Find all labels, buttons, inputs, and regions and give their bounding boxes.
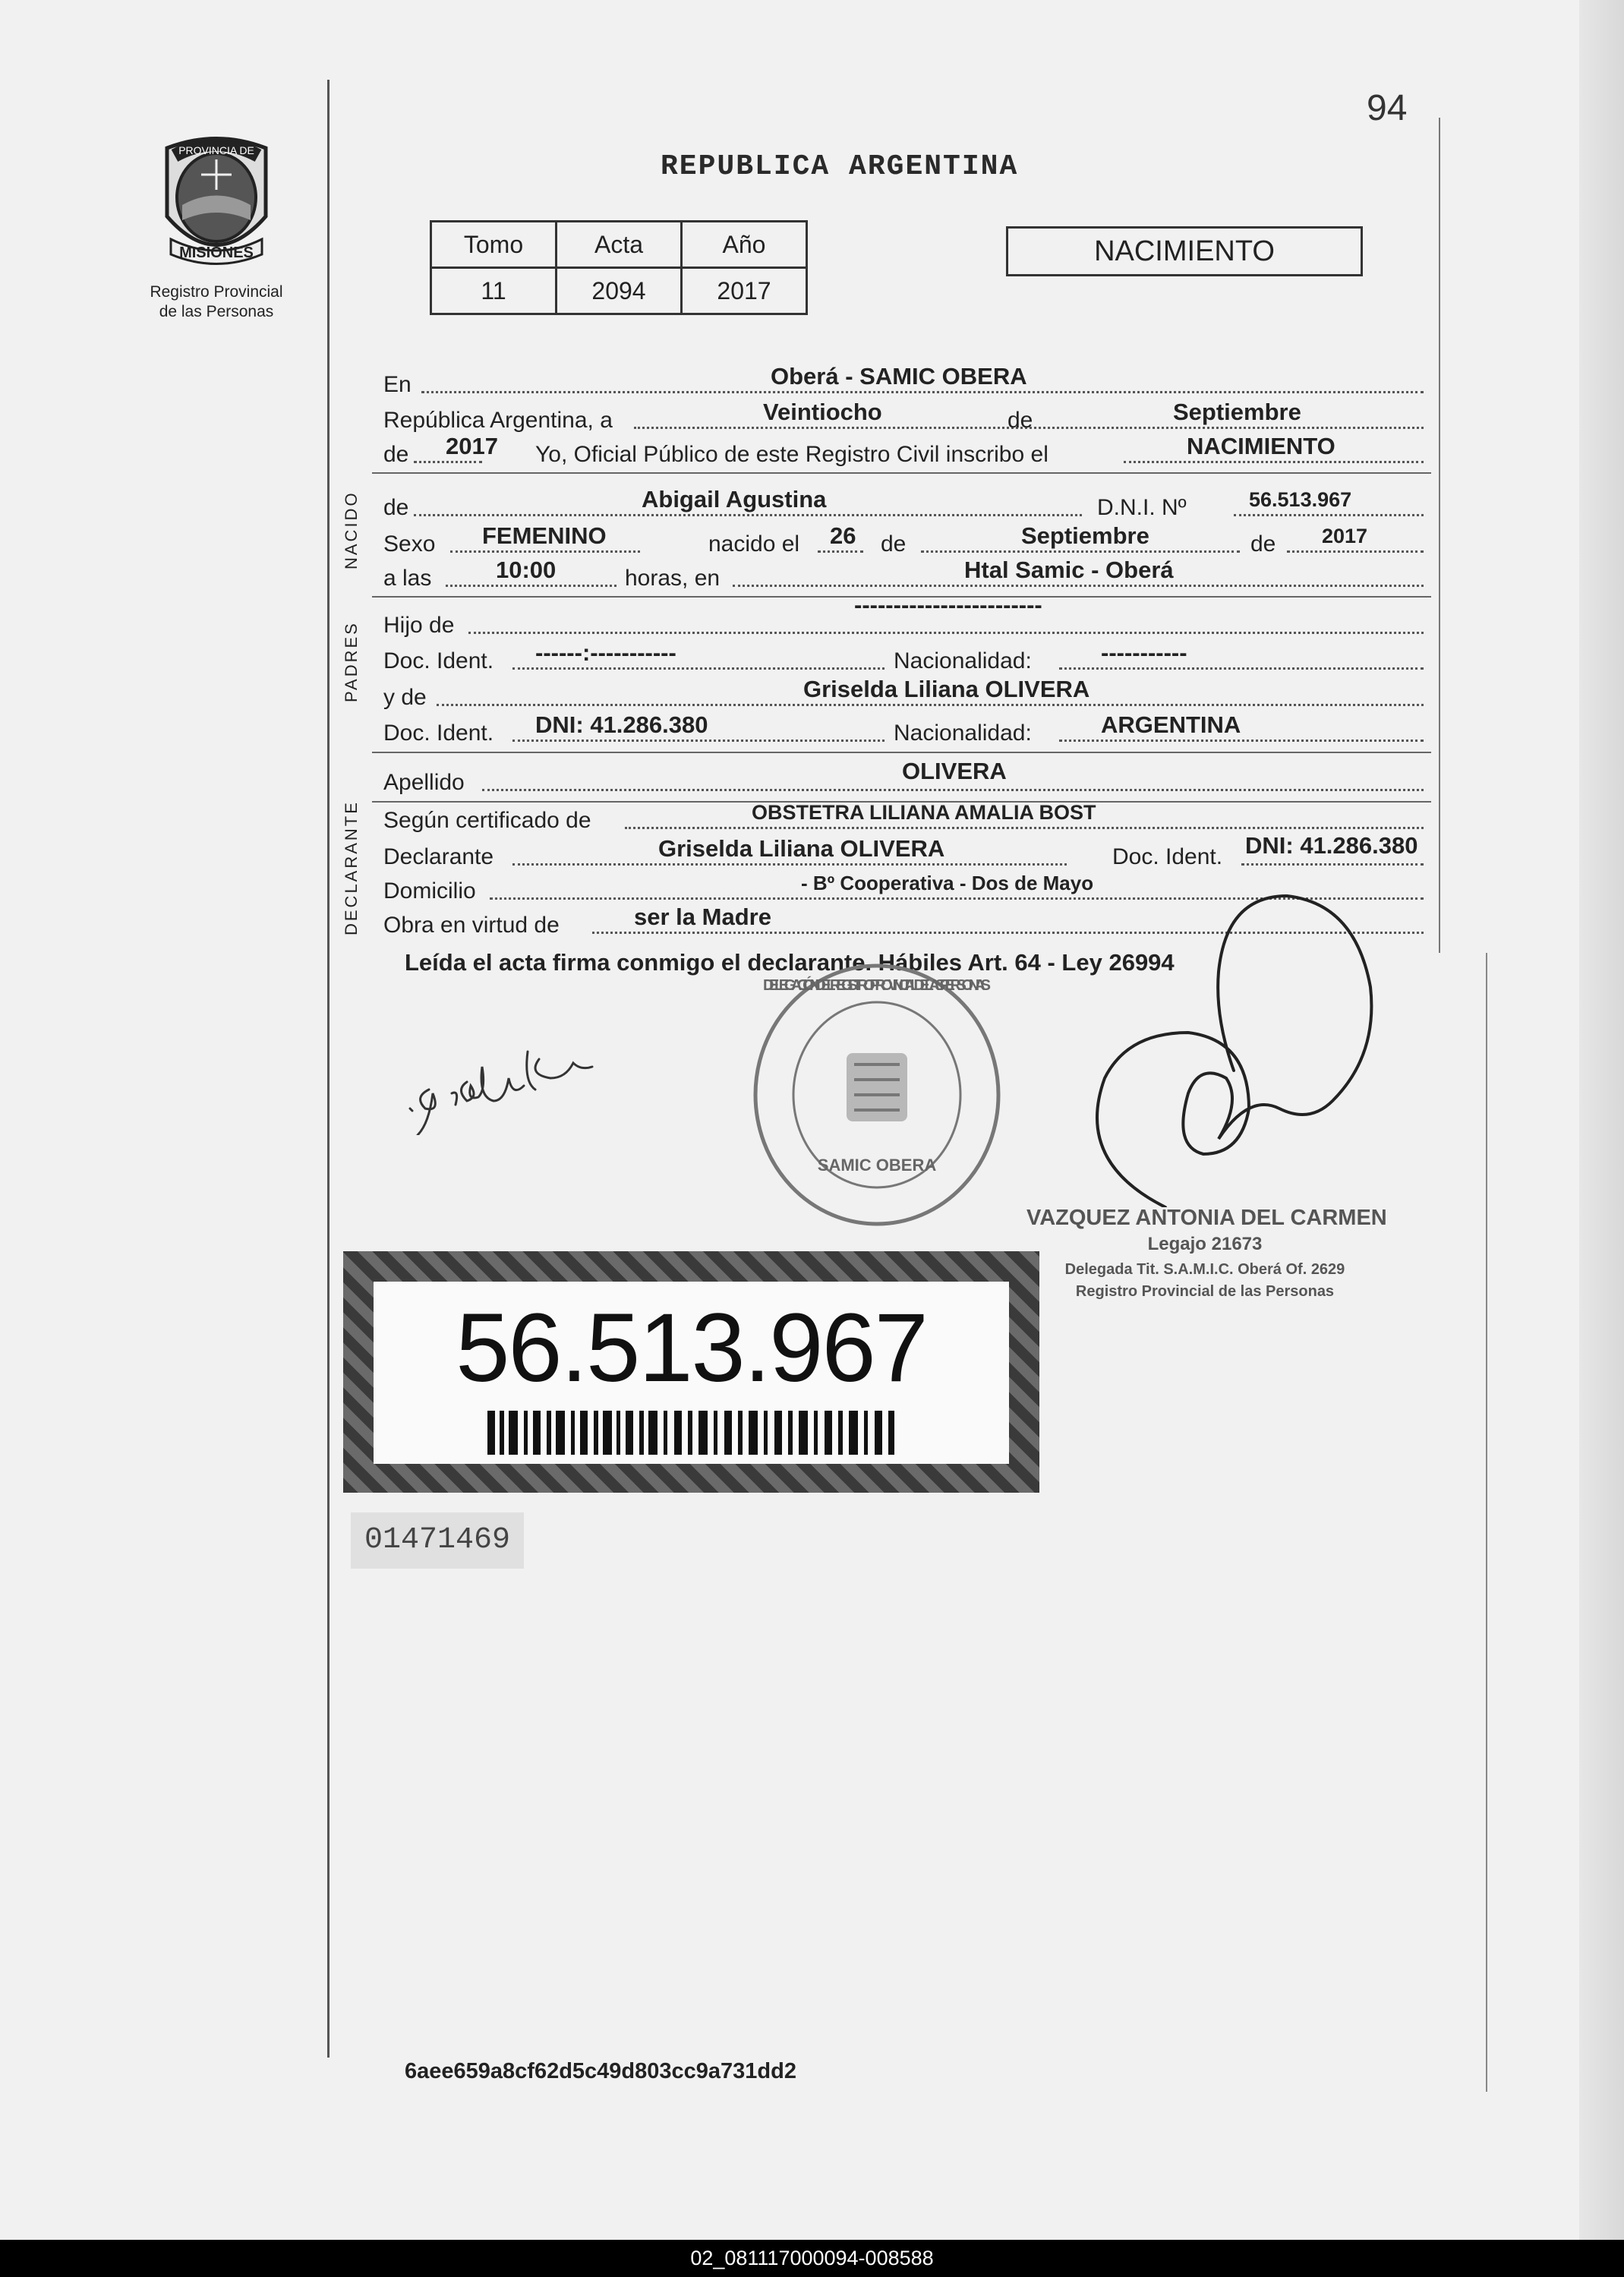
birth-place: Htal Samic - Oberá bbox=[964, 557, 1174, 583]
logo-bottom-text: MISIONES bbox=[179, 244, 254, 261]
domicilio-value: - Bº Cooperativa - Dos de Mayo bbox=[801, 872, 1094, 894]
inscribo-value: NACIMIENTO bbox=[1187, 433, 1335, 459]
mother-nationality: ARGENTINA bbox=[1101, 711, 1241, 738]
official-stamp-text bbox=[1026, 1206, 1387, 1301]
declarante-doc: DNI: 41.286.380 bbox=[1245, 832, 1418, 859]
father-value: ------------------------ bbox=[854, 591, 1042, 618]
logo-top-text: PROVINCIA DE bbox=[178, 144, 254, 156]
misiones-coat-of-arms-icon bbox=[152, 133, 281, 273]
mother-doc: DNI: 41.286.380 bbox=[535, 711, 708, 738]
inscribo-row: de 2017 Yo, Oficial Público de este Registro Civil inscribo el NACIMIENTO bbox=[383, 433, 1427, 468]
dni-barcode-sticker bbox=[343, 1251, 1039, 1493]
nacido-name-row: de Abigail Agustina D.N.I. Nº 56.513.967 bbox=[383, 486, 1427, 521]
official-registro: Registro Provincial de las Personas bbox=[1075, 1283, 1335, 1300]
barcode-label bbox=[374, 1282, 1009, 1464]
father-doc: ------:----------- bbox=[535, 639, 676, 666]
barcode-number: 56.513.967 bbox=[456, 1294, 927, 1402]
hora-row: a las 10:00 horas, en Htal Samic - Oberá bbox=[383, 557, 1427, 591]
barcode-bars-icon bbox=[487, 1411, 897, 1455]
page-edge-shadow bbox=[1579, 0, 1624, 2240]
file-id-footer: 02_081117000094-008588 bbox=[0, 2240, 1624, 2277]
serial-number: 01471469 bbox=[351, 1512, 524, 1569]
official-signature bbox=[991, 888, 1454, 1207]
birth-month: Septiembre bbox=[1021, 522, 1149, 549]
en-row: En Oberá - SAMIC OBERA bbox=[383, 363, 1427, 398]
logo-caption: Registro Provincial de las Personas bbox=[150, 283, 283, 320]
child-dni: 56.513.967 bbox=[1249, 488, 1352, 511]
apellido-value: OLIVERA bbox=[902, 758, 1007, 784]
document-title: REPUBLICA ARGENTINA bbox=[661, 150, 1019, 183]
delegation-seal-stamp bbox=[748, 958, 1006, 1232]
tomo-value: 11 bbox=[431, 268, 557, 314]
father-nationality: ----------- bbox=[1101, 639, 1187, 666]
acta-value: 2094 bbox=[557, 268, 682, 314]
sexo-value: FEMENINO bbox=[482, 522, 607, 549]
official-cargo: Delegada Tit. S.A.M.I.C. Oberá Of. 2629 bbox=[1064, 1261, 1345, 1278]
page-number: 94 bbox=[1367, 88, 1408, 128]
domicilio-row: Domicilio - Bº Cooperativa - Dos de Mayo bbox=[383, 869, 1427, 904]
declarante-row: Declarante Griselda Liliana OLIVERA Doc. Ident. DNI: 41.286.380 bbox=[383, 835, 1427, 870]
day-value: Veintiocho bbox=[763, 399, 882, 425]
anio-header: Año bbox=[682, 222, 807, 268]
doc-mother-row: Doc. Ident. DNI: 41.286.380 Nacionalidad: ARGENTINA bbox=[383, 711, 1427, 746]
official-name: VAZQUEZ ANTONIA DEL CARMEN bbox=[1026, 1206, 1387, 1230]
doc-father-row: Doc. Ident. ------:----------- Nacionalidad: ----------- bbox=[383, 639, 1427, 674]
right-margin-line bbox=[1439, 118, 1440, 953]
anio-value: 2017 bbox=[682, 268, 807, 314]
sexo-row: Sexo FEMENINO nacido el 26 de Septiembre de 2017 bbox=[383, 522, 1427, 557]
declarante-name: Griselda Liliana OLIVERA bbox=[658, 835, 945, 862]
certificado-row: Según certificado de OBSTETRA LILIANA AMALIA BOST bbox=[383, 799, 1427, 834]
obra-row: Obra en virtud de ser la Madre bbox=[383, 904, 1427, 938]
month-value: Septiembre bbox=[1173, 399, 1301, 425]
document-hash: 6aee659a8cf62d5c49d803cc9a731dd2 bbox=[405, 2059, 796, 2083]
hijo-row: Hijo de ------------------------ bbox=[383, 604, 1427, 639]
left-margin-line bbox=[327, 80, 330, 2058]
right-margin-line-lower bbox=[1486, 953, 1487, 2092]
obra-value: ser la Madre bbox=[634, 904, 771, 930]
child-name: Abigail Agustina bbox=[642, 486, 827, 512]
closing-statement: Leída el acta firma conmigo el declarante. Hábiles Art. 64 - Ley 26994 bbox=[405, 949, 1175, 976]
registry-table bbox=[430, 220, 808, 315]
declarant-signature bbox=[406, 1036, 604, 1135]
birth-time: 10:00 bbox=[496, 557, 557, 583]
act-type-box: NACIMIENTO bbox=[1006, 226, 1363, 276]
en-value: Oberá - SAMIC OBERA bbox=[771, 363, 1027, 389]
nacido-side-label: NACIDO bbox=[342, 490, 361, 569]
birth-day: 26 bbox=[830, 522, 856, 549]
official-legajo: Legajo 21673 bbox=[1147, 1234, 1263, 1254]
seal-center-text: SAMIC OBERA bbox=[817, 1156, 937, 1175]
registry-header-row bbox=[431, 222, 807, 268]
declarante-side-label: DECLARANTE bbox=[342, 800, 361, 935]
birth-year: 2017 bbox=[1322, 525, 1368, 547]
apellido-row: Apellido OLIVERA bbox=[383, 761, 1427, 796]
year-value: 2017 bbox=[446, 433, 498, 459]
seal-ring-text: DELEGACIÓN DEL REGISTRO PROVINCIAL DE LAS PERSONAS bbox=[763, 977, 991, 994]
padres-side-label: PADRES bbox=[342, 621, 361, 702]
tomo-header: Tomo bbox=[431, 222, 557, 268]
registry-value-row bbox=[431, 268, 807, 314]
acta-header: Acta bbox=[557, 222, 682, 268]
certificado-value: OBSTETRA LILIANA AMALIA BOST bbox=[752, 801, 1096, 824]
republica-row: República Argentina, a Veintiocho de Septiembre bbox=[383, 399, 1427, 434]
mother-name: Griselda Liliana OLIVERA bbox=[803, 676, 1090, 702]
mother-row: y de Griselda Liliana OLIVERA bbox=[383, 676, 1427, 711]
